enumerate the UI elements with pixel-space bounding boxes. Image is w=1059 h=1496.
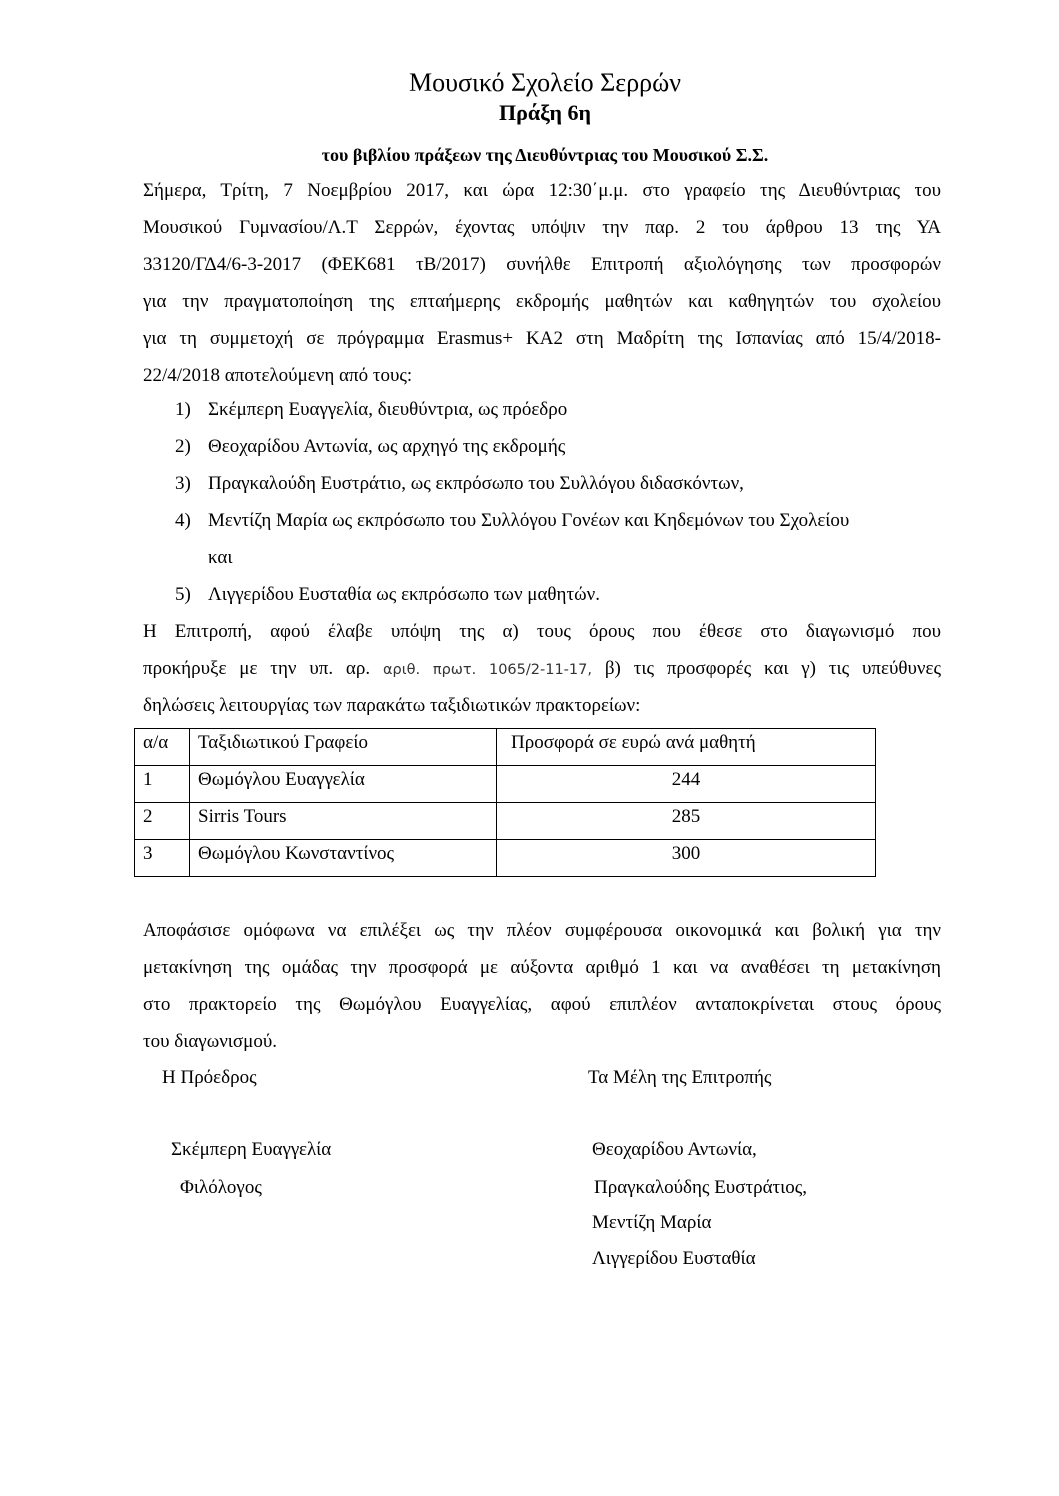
committee-line: [143, 650, 941, 687]
list-item: [175, 465, 955, 502]
member-signature-name: Πραγκαλούδης Ευστράτιος,: [594, 1177, 808, 1198]
intro-line: 22/4/2018 αποτελούμενη από τους:: [143, 365, 413, 386]
member-text: Πραγκαλούδη Ευστράτιο, ως εκπρόσωπο του Συλλόγου διδασκόντων,: [208, 473, 744, 494]
table-cell: Θωμόγλου Ευαγγελία: [190, 766, 497, 803]
table-cell: Θωμόγλου Κωνσταντίνος: [190, 840, 497, 877]
table-header-row: [135, 729, 876, 766]
list-number: 1): [175, 399, 191, 420]
member-signature-name: Λιγγερίδου Ευσταθία: [592, 1248, 756, 1269]
list-item: [175, 391, 955, 428]
member-text-continuation: και: [208, 547, 233, 568]
table-cell: 244: [497, 766, 876, 803]
president-role: Φιλόλογος: [180, 1177, 262, 1198]
member-signature-name: Μεντίζη Μαρία: [592, 1212, 712, 1233]
list-item: [175, 502, 955, 539]
intro-line: Σήμερα, Τρίτη, 7 Νοεμβρίου 2017, και ώρα 12:30΄μ.μ. στο γραφείο της Διευθύντριας του: [143, 180, 941, 201]
committee-members-list: [175, 391, 955, 613]
list-item: [175, 428, 955, 465]
list-number: 4): [175, 510, 191, 531]
decision-line: στο πρακτορείο της Θωμόγλου Ευαγγελίας, αφού επιπλέον ανταποκρίνεται στους όρους: [143, 994, 941, 1015]
member-text: Σκέμπερη Ευαγγελία, διευθύντρια, ως πρόεδρο: [208, 399, 568, 420]
table-row: [135, 803, 876, 840]
committee-line-post: β) τις προσφορές και γ) τις υπεύθυνες: [591, 658, 941, 679]
president-name: Σκέμπερη Ευαγγελία: [171, 1139, 332, 1160]
list-number: 3): [175, 473, 191, 494]
table-cell: 300: [497, 840, 876, 877]
committee-line: δηλώσεις λειτουργίας των παρακάτω ταξιδιωτικών πρακτορείων:: [143, 695, 641, 716]
member-text: Θεοχαρίδου Αντωνία, ως αρχηγό της εκδρομής: [208, 436, 566, 457]
list-item-continuation: [175, 539, 955, 576]
table-cell: 2: [135, 803, 190, 840]
list-number: 2): [175, 436, 191, 457]
decision-line: του διαγωνισμού.: [143, 1031, 278, 1052]
intro-line: 33120/ΓΔ4/6-3-2017 (ΦΕΚ681 τΒ/2017) συνήλθε Επιτροπή αξιολόγησης των προσφορών: [143, 254, 941, 275]
decision-line: μετακίνηση της ομάδας την προσφορά με αύξοντα αριθμό 1 και να αναθέσει τη μετακίνηση: [143, 957, 941, 978]
table-cell: 285: [497, 803, 876, 840]
intro-line: για την πραγματοποίηση της επταήμερης εκδρομής μαθητών και καθηγητών του σχολείου: [143, 291, 941, 312]
member-signature-name: Θεοχαρίδου Αντωνία,: [592, 1139, 757, 1160]
column-header: Ταξιδιωτικού Γραφείο: [190, 729, 497, 766]
table-cell: 3: [135, 840, 190, 877]
book-subtitle: του βιβλίου πράξεων της Διευθύντριας του Μουσικού Σ.Σ.: [321, 145, 769, 165]
members-title: Τα Μέλη της Επιτροπής: [588, 1067, 772, 1088]
president-title: Η Πρόεδρος: [162, 1067, 257, 1088]
committee-paragraph: [143, 613, 941, 724]
intro-paragraph: [143, 172, 941, 394]
column-header: Προσφορά σε ευρώ ανά μαθητή: [497, 729, 876, 766]
school-title: Μουσικό Σχολείο Σερρών: [408, 68, 682, 97]
table-cell: 1: [135, 766, 190, 803]
decision-line: Αποφάσισε ομόφωνα να επιλέξει ως την πλέον συμφέρουσα οικονομικά και βολική για την: [143, 920, 941, 941]
table-row: [135, 840, 876, 877]
offers-table: [134, 728, 876, 877]
committee-line: Η Επιτροπή, αφού έλαβε υπόψη της α) τους όρους που έθεσε στο διαγωνισμό που: [143, 621, 941, 642]
protocol-reference: αριθ. πρωτ. 1065/2-11-17,: [382, 662, 592, 678]
list-number: 5): [175, 584, 191, 605]
table-cell: Sirris Tours: [190, 803, 497, 840]
act-title: Πράξη 6η: [499, 100, 591, 125]
committee-line-pre: προκήρυξε με την υπ. αρ.: [143, 658, 383, 679]
member-text: Μεντίζη Μαρία ως εκπρόσωπο του Συλλόγου Γονέων και Κηδεμόνων του Σχολείου: [208, 510, 850, 531]
column-header: α/α: [135, 729, 190, 766]
member-text: Λιγγερίδου Ευσταθία ως εκπρόσωπο των μαθητών.: [208, 584, 600, 605]
intro-line: Μουσικού Γυμνασίου/Λ.Τ Σερρών, έχοντας υπόψιν την παρ. 2 του άρθρου 13 της ΥΑ: [143, 217, 941, 238]
list-item: [175, 576, 955, 613]
intro-line: για τη συμμετοχή σε πρόγραμμα Erasmus+ ΚΑ2 στη Μαδρίτη της Ισπανίας από 15/4/2018-: [143, 328, 941, 349]
table-row: [135, 766, 876, 803]
decision-paragraph: [143, 912, 941, 1060]
